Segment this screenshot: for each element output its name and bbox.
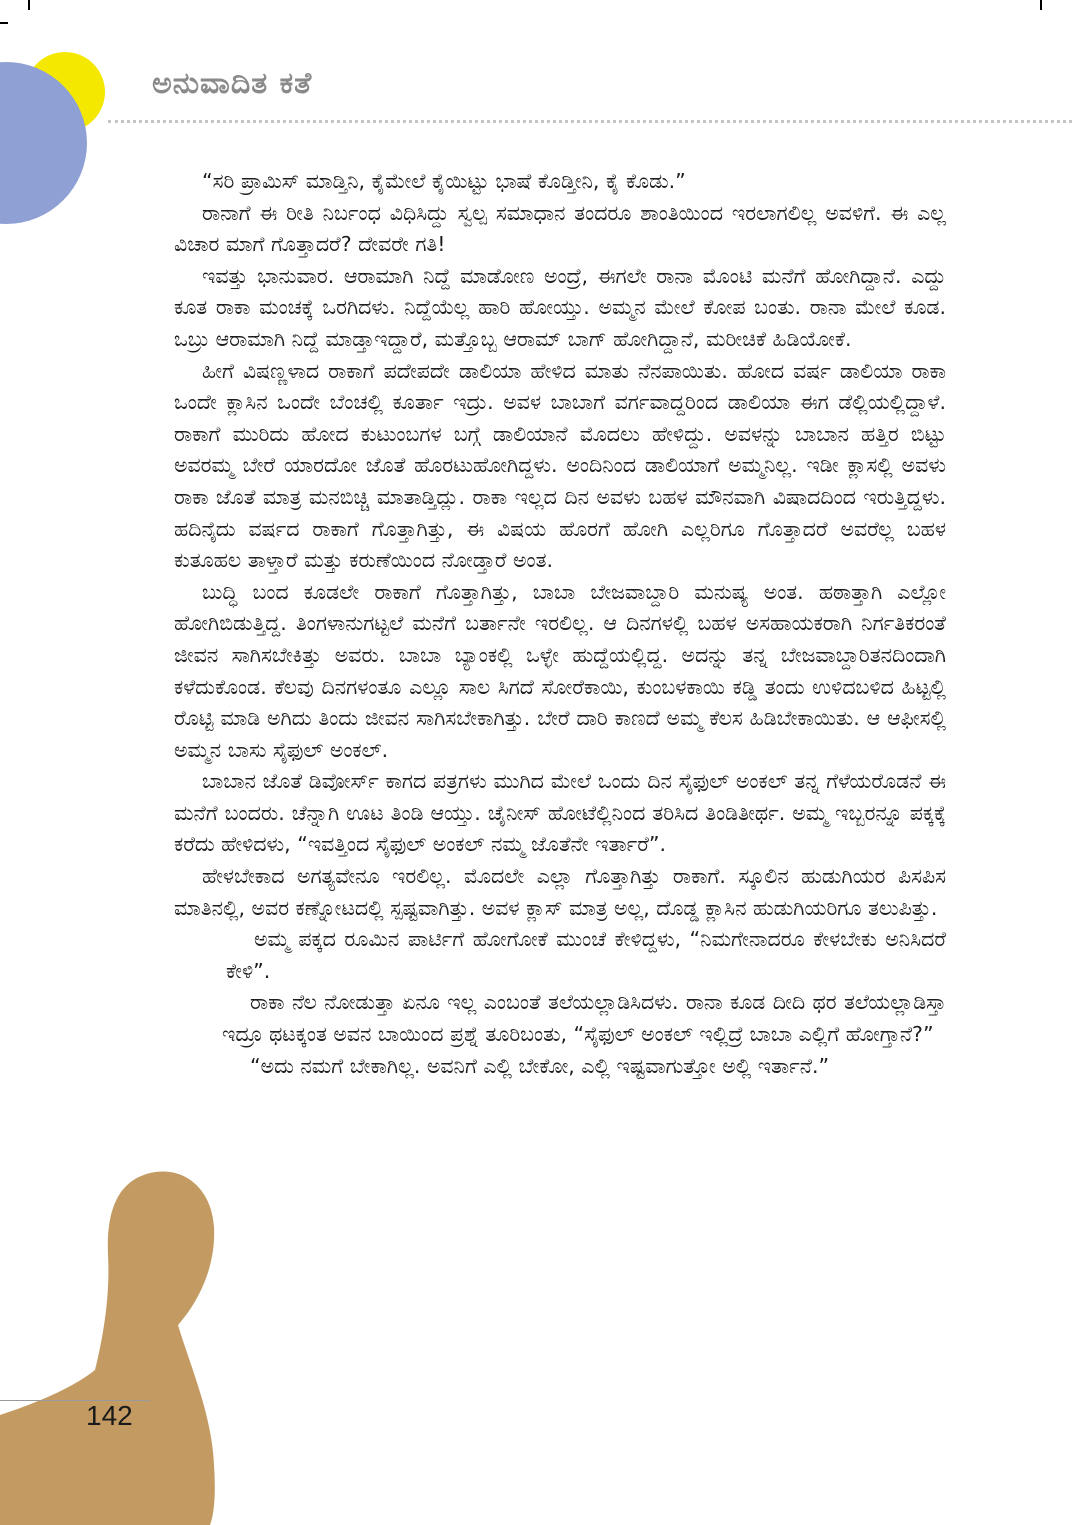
paragraph: “ಅದು ನಮಗೆ ಬೇಕಾಗಿಲ್ಲ. ಅವನಿಗೆ ಎಲ್ಲಿ ಬೇಕೋ, ಎಲ್ಲಿ ಇಷ್ಟವಾಗುತ್ತೋ ಅಲ್ಲಿ ಇರ್ತಾನೆ.” bbox=[250, 1053, 830, 1078]
paragraph: “ಸರಿ ಪ್ರಾಮಿಸ್ ಮಾಡ್ತಿನಿ, ಕೈಮೇಲೆ ಕೈಯಿಟ್ಟು ಭಾಷೆ ಕೊಡ್ತೀನಿ, ಕೈ ಕೊಡು.” bbox=[202, 169, 686, 193]
crop-mark-left bbox=[0, 22, 8, 24]
paragraph: ರಾಕಾ ನೆಲ ನೋಡುತ್ತಾ ಏನೂ ಇಲ್ಲ ಎಂಬಂತೆ ತಲೆಯಲ್ಲಾಡಿಸಿದಳು. ರಾನಾ ಕೂಡ ದೀದಿ ಥರ ತಲೆಯಲ್ಲಾಡಿಸ್ತಾ ಇದ್ರೂ ಥಟಕ್ಕಂತ ಅವನ ಬಾಯಿಂದ ಪ್ರಶ್ನೆ ತೂರಿಬಂತು, “ಸೈಫುಲ್ ಅಂಕಲ್ ಇಲ್ಲಿದ್ರೆ ಬಾಬಾ ಎಲ್ಲಿಗೆ ಹೋಗ್ತಾನೆ?” bbox=[222, 990, 946, 1047]
paragraph: ಇವತ್ತು ಭಾನುವಾರ. ಆರಾಮಾಗಿ ನಿದ್ದೆ ಮಾಡೋಣ ಅಂದ್ರೆ, ಈಗಲೇ ರಾನಾ ಮೊಂಟಿ ಮನೆಗೆ ಹೋಗಿದ್ದಾನೆ. ಎದ್ದು ಕೂತ ರಾಕಾ ಮಂಚಕ್ಕೆ ಒರಗಿದಳು. ನಿದ್ದೆಯೆಲ್ಲ ಹಾರಿ ಹೋಯ್ತು. ಅಮ್ಮನ ಮೇಲೆ ಕೋಪ ಬಂತು. ರಾನಾ ಮೇಲೆ ಕೂಡ. ಒಬ್ರು ಆರಾಮಾಗಿ ನಿದ್ದೆ ಮಾಡ್ತಾಇದ್ದಾರೆ, ಮತ್ತೊಬ್ಬ ಆರಾಮ್ ಬಾಗ್ ಹೋಗಿದ್ದಾನೆ, ಮರೀಚಿಕೆ ಹಿಡಿಯೋಕೆ. bbox=[174, 263, 946, 351]
paragraph: ಹೇಳಬೇಕಾದ ಅಗತ್ಯವೇನೂ ಇರಲಿಲ್ಲ. ಮೊದಲೇ ಎಲ್ಲಾ ಗೊತ್ತಾಗಿತ್ತು ರಾಕಾಗೆ. ಸ್ಕೂಲಿನ ಹುಡುಗಿಯರ ಪಿಸಪಿಸ ಮಾತಿನಲ್ಲಿ, ಅವರ ಕಣ್ನೋಟದಲ್ಲಿ ಸ್ಪಷ್ಟವಾಗಿತ್ತು. ಅವಳ ಕ್ಲಾಸ್ ಮಾತ್ರ ಅಲ್ಲ, ದೊಡ್ಡ ಕ್ಲಾಸಿನ ಹುಡುಗಿಯರಿಗೂ ತಲುಪಿತ್ತು. bbox=[174, 864, 946, 920]
crop-mark-top-right bbox=[1040, 0, 1042, 10]
section-title: ಅನುವಾದಿತ ಕತೆ bbox=[152, 66, 313, 101]
paragraph: ಬಾಬಾನ ಜೊತೆ ಡಿವೋರ್ಸ್ ಕಾಗದ ಪತ್ರಗಳು ಮುಗಿದ ಮೇಲೆ ಒಂದು ದಿನ ಸೈಫುಲ್ ಅಂಕಲ್ ತನ್ನ ಗೆಳೆಯರೊಡನೆ ಈ ಮನೆಗೆ ಬಂದರು. ಚೆನ್ನಾಗಿ ಊಟ ತಿಂಡಿ ಆಯ್ತು. ಚೈನೀಸ್ ಹೋಟೆಲ್ಲಿನಿಂದ ತರಿಸಿದ ತಿಂಡಿತೀರ್ಥ. ಅಮ್ಮ ಇಬ್ಬರನ್ನೂ ಪಕ್ಕಕ್ಕೆ ಕರೆದು ಹೇಳಿದಳು, “ಇವತ್ತಿಂದ ಸೈಫುಲ್ ಅಂಕಲ್ ನಮ್ಮ ಜೊತೆನೇ ಇರ್ತಾರೆ”. bbox=[174, 769, 946, 857]
paragraph: ಬುದ್ಧಿ ಬಂದ ಕೂಡಲೇ ರಾಕಾಗೆ ಗೊತ್ತಾಗಿತ್ತು, ಬಾಬಾ ಬೇಜವಾಬ್ದಾರಿ ಮನುಷ್ಯ ಅಂತ. ಹಠಾತ್ತಾಗಿ ಎಲ್ಲೋ ಹೋಗಿಬಿಡುತ್ತಿದ್ದ. ತಿಂಗಳಾನುಗಟ್ಟಲೆ ಮನೆಗೆ ಬರ್ತಾನೇ ಇರಲಿಲ್ಲ. ಆ ದಿನಗಳಲ್ಲಿ ಬಹಳ ಅಸಹಾಯಕರಾಗಿ ನಿರ್ಗತಿಕರಂತೆ ಜೀವನ ಸಾಗಿಸಬೇಕಿತ್ತು ಅವರು. ಬಾಬಾ ಬ್ಯಾಂಕಲ್ಲಿ ಒಳ್ಳೇ ಹುದ್ದೆಯಲ್ಲಿದ್ದ. ಅದನ್ನು ತನ್ನ ಬೇಜವಾಬ್ದಾರಿತನದಿಂದಾಗಿ ಕಳೆದುಕೊಂಡ. ಕೆಲವು ದಿನಗಳಂತೂ ಎಲ್ಲೂ ಸಾಲ ಸಿಗದೆ ಸೋರೆಕಾಯಿ, ಕುಂಬಳಕಾಯಿ ಕಡ್ಡಿ ತಂದು ಉಳಿದಬಳಿದ ಹಿಟ್ಟಲ್ಲಿ ರೊಟ್ಟಿ ಮಾಡಿ ಅಗಿದು ತಿಂದು ಜೀವನ ಸಾಗಿಸಬೇಕಾಗಿತ್ತು. ಬೇರೆ ದಾರಿ ಕಾಣದೆ ಅಮ್ಮ ಕೆಲಸ ಹಿಡಿಬೇಕಾಯಿತು. ಆ ಆಫೀಸಲ್ಲಿ ಅಮ್ಮನ ಬಾಸು ಸೈಫುಲ್ ಅಂಕಲ್. bbox=[174, 579, 946, 762]
header-dotted-rule bbox=[108, 120, 1072, 123]
crop-mark-top-left bbox=[28, 0, 30, 10]
story-text bbox=[174, 166, 946, 1082]
paragraph: ಅಮ್ಮ ಪಕ್ಕದ ರೂಮಿನ ಪಾರ್ಟಿಗೆ ಹೋಗೋಕೆ ಮುಂಚೆ ಕೇಳಿದ್ದಳು, “ನಿಮಗೇನಾದರೂ ಕೇಳಬೇಕು ಅನಿಸಿದರೆ ಕೇಳಿ”. bbox=[226, 927, 946, 983]
silhouette-figure-icon bbox=[0, 1165, 240, 1525]
paragraph: ಹೀಗೆ ವಿಷಣ್ಣಳಾದ ರಾಕಾಗೆ ಪದೇಪದೇ ಡಾಲಿಯಾ ಹೇಳಿದ ಮಾತು ನೆನಪಾಯಿತು. ಹೋದ ವರ್ಷ ಡಾಲಿಯಾ ರಾಕಾ ಒಂದೇ ಕ್ಲಾಸಿನ ಒಂದೇ ಬೆಂಚಲ್ಲಿ ಕೂರ್ತಾ ಇದ್ರು. ಅವಳ ಬಾಬಾಗೆ ವರ್ಗವಾದ್ದರಿಂದ ಡಾಲಿಯಾ ಈಗ ಡೆಲ್ಲಿಯಲ್ಲಿದ್ದಾಳೆ. ರಾಕಾಗೆ ಮುರಿದು ಹೋದ ಕುಟುಂಬಗಳ ಬಗ್ಗೆ ಡಾಲಿಯಾನೆ ಮೊದಲು ಹೇಳಿದ್ದು. ಅವಳನ್ನು ಬಾಬಾನ ಹತ್ತಿರ ಬಿಟ್ಟು ಅವರಮ್ಮ ಬೇರೆ ಯಾರದೋ ಜೊತೆ ಹೊರಟುಹೋಗಿದ್ದಳು. ಅಂದಿನಿಂದ ಡಾಲಿಯಾಗೆ ಅಮ್ಮನಿಲ್ಲ. ಇಡೀ ಕ್ಲಾಸಲ್ಲಿ ಅವಳು ರಾಕಾ ಜೊತೆ ಮಾತ್ರ ಮನಬಿಚ್ಚಿ ಮಾತಾಡ್ತಿದ್ಲು. ರಾಕಾ ಇಲ್ಲದ ದಿನ ಅವಳು ಬಹಳ ಮೌನವಾಗಿ ವಿಷಾದದಿಂದ ಇರುತ್ತಿದ್ದಳು. ಹದಿನೈದು ವರ್ಷದ ರಾಕಾಗೆ ಗೊತ್ತಾಗಿತ್ತು, ಈ ವಿಷಯ ಹೊರಗೆ ಹೋಗಿ ಎಲ್ಲರಿಗೂ ಗೊತ್ತಾದರೆ ಅವರೆಲ್ಲ ಬಹಳ ಕುತೂಹಲ ತಾಳ್ತಾರೆ ಮತ್ತು ಕರುಣೆಯಿಂದ ನೋಡ್ತಾರೆ ಅಂತ. bbox=[174, 358, 946, 573]
page-number: 142 bbox=[86, 1400, 133, 1431]
paragraph: ರಾನಾಗೆ ಈ ರೀತಿ ನಿರ್ಬಂಧ ವಿಧಿಸಿದ್ದು ಸ್ವಲ್ಪ ಸಮಾಧಾನ ತಂದರೂ ಶಾಂತಿಯಿಂದ ಇರಲಾಗಲಿಲ್ಲ ಅವಳಿಗೆ. ಈ ಎಲ್ಲ ವಿಚಾರ ಮಾಗೆ ಗೊತ್ತಾದರೆ? ದೇವರೇ ಗತಿ! bbox=[174, 200, 946, 257]
